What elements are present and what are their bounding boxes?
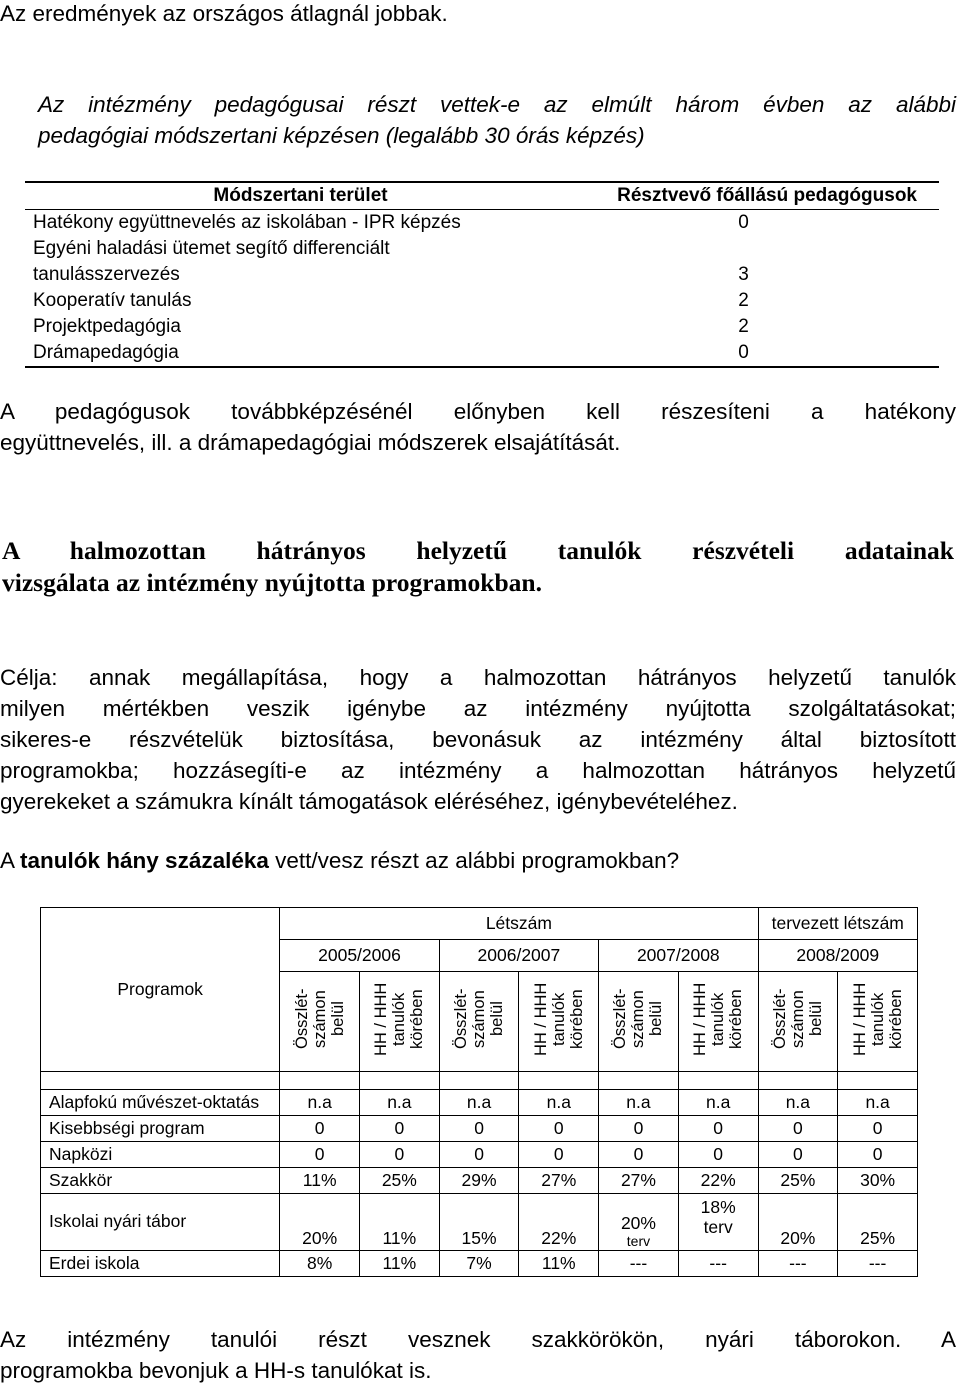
value-cell: 11% — [360, 1194, 440, 1251]
closing-line-2: programokba bevonjuk a HH-s tanulókat is. — [0, 1358, 432, 1383]
value-cell: 0 — [599, 1116, 679, 1142]
value-cell: 0 — [439, 1142, 519, 1168]
closing-paragraph — [0, 1324, 956, 1386]
value-cell: 20% — [758, 1194, 838, 1251]
value-cell: 0 — [758, 1142, 838, 1168]
value-cell: 25% — [360, 1168, 440, 1194]
value-cell: 0 — [280, 1142, 360, 1168]
purpose-line-2: milyen mértékben veszik igénybe az intézmény nyújtotta szolgáltatásokat; — [0, 696, 956, 721]
value-cell: 27% — [599, 1168, 679, 1194]
section-heading-line-2: vizsgálata az intézmény nyújtotta programokban. — [2, 568, 542, 597]
count-cell: 2 — [738, 290, 749, 311]
table-row — [25, 340, 939, 367]
question-prefix: A — [0, 848, 21, 873]
intro-text: Az eredmények az országos átlagnál jobbak. — [0, 1, 448, 26]
program-participation-table — [40, 907, 918, 1277]
purpose-line-4: programokba; hozzásegíti-e az intézmény a halmozottan hátrányos helyzetű — [0, 758, 956, 783]
total-subheader: Összlét- számon belül — [599, 972, 679, 1072]
value-cell: 0 — [758, 1116, 838, 1142]
table-row — [41, 1116, 918, 1142]
year-header: 2007/2008 — [599, 940, 758, 972]
value-cell: 11% — [280, 1168, 360, 1194]
total-subheader: Összlét- számon belül — [758, 972, 838, 1072]
value-cell: 0 — [678, 1142, 758, 1168]
question-emphasis: tanulók hány százaléka — [20, 848, 269, 873]
value-cell: 0 — [838, 1116, 918, 1142]
training-recommendation — [0, 396, 956, 458]
table-row — [25, 288, 939, 314]
value-cell: 30% — [838, 1168, 918, 1194]
headcount-header: Létszám — [280, 908, 758, 940]
count-cell: 3 — [738, 264, 749, 285]
value-cell: 0 — [519, 1116, 599, 1142]
table-row — [41, 1168, 918, 1194]
question-program-participation — [0, 845, 679, 876]
area-cell-line-2: tanulásszervezés — [33, 264, 180, 285]
value-cell: 11% — [360, 1251, 440, 1277]
value-cell: 11% — [519, 1251, 599, 1277]
column-header-area: Módszertani terület — [25, 182, 568, 210]
program-name: Erdei iskola — [41, 1251, 280, 1277]
value-cell: n.a — [280, 1090, 360, 1116]
year-header: 2005/2006 — [280, 940, 439, 972]
area-cell: Hatékony együttnevelés az iskolában - IPR képzés — [33, 212, 461, 233]
value-cell: n.a — [439, 1090, 519, 1116]
hh-subheader: HH / HHH tanulók körében — [360, 972, 440, 1072]
area-cell: Drámapedagógia — [25, 340, 568, 367]
value-cell: 8% — [280, 1251, 360, 1277]
count-cell: 0 — [568, 340, 939, 367]
question-line-1: Az intézmény pedagógusai részt vettek-e az elmúlt három évben az alábbi — [38, 92, 956, 117]
column-header-participants: Résztvevő főállású pedagógusok — [568, 182, 939, 210]
group-header-row — [41, 908, 918, 940]
value-cell: 0 — [360, 1142, 440, 1168]
table-row — [25, 314, 939, 340]
purpose-line-1: Célja: annak megállapítása, hogy a halmozottan hátrányos helyzetű tanulók — [0, 665, 956, 690]
value-cell: --- — [838, 1251, 918, 1277]
value-cell: 7% — [439, 1251, 519, 1277]
value-cell: 25% — [758, 1168, 838, 1194]
purpose-line-5: gyerekeket a számukra kínált támogatások eléréséhez, igénybevételéhez. — [0, 789, 738, 814]
value-cell: 0 — [360, 1116, 440, 1142]
question-line-2: pedagógiai módszertani képzésen (legalább 30 órás képzés) — [38, 123, 645, 148]
hh-subheader: HH / HHH tanulók körében — [838, 972, 918, 1072]
area-cell: Kooperatív tanulás — [33, 290, 192, 311]
value-cell: 22% — [678, 1168, 758, 1194]
value-cell: n.a — [758, 1090, 838, 1116]
value-cell: 0 — [678, 1116, 758, 1142]
program-name: Iskolai nyári tábor — [41, 1194, 280, 1251]
value-cell: 20% — [280, 1194, 360, 1251]
value-cell: 0 — [519, 1142, 599, 1168]
program-name: Szakkör — [41, 1168, 280, 1194]
question-methodology-training — [38, 89, 956, 151]
program-name: Kisebbségi program — [41, 1116, 280, 1142]
value-cell: 0 — [280, 1116, 360, 1142]
value-cell: n.a — [519, 1090, 599, 1116]
value-cell: 25% — [838, 1194, 918, 1251]
section-heading — [2, 535, 954, 599]
planned-value-cell — [599, 1194, 679, 1251]
table-header-row — [25, 182, 939, 210]
value-cell: 22% — [519, 1194, 599, 1251]
value-cell: 0 — [838, 1142, 918, 1168]
value-cell: n.a — [678, 1090, 758, 1116]
hh-subheader: HH / HHH tanulók körében — [519, 972, 599, 1072]
table-row — [41, 1142, 918, 1168]
area-cell — [25, 236, 568, 288]
value-cell: 15% — [439, 1194, 519, 1251]
value-cell: 0 — [599, 1142, 679, 1168]
table-row — [41, 1090, 918, 1116]
year-header: 2008/2009 — [758, 940, 917, 972]
value-cell: --- — [599, 1251, 679, 1277]
year-header: 2006/2007 — [439, 940, 598, 972]
table-row — [41, 1251, 918, 1277]
planned-note: terv — [626, 1233, 651, 1249]
planned-value: 18% — [700, 1197, 736, 1217]
count-cell: 0 — [738, 212, 749, 233]
program-name: Alapfokú művészet-oktatás — [41, 1090, 280, 1116]
program-name: Napközi — [41, 1142, 280, 1168]
spacer-row — [41, 1072, 918, 1090]
planned-headcount-header: tervezett létszám — [758, 908, 917, 940]
methodology-training-table — [25, 181, 939, 368]
area-cell: Projektpedagógia — [33, 316, 181, 337]
count-cell: 2 — [738, 316, 749, 337]
planned-value: 20% — [620, 1213, 656, 1233]
value-cell: n.a — [360, 1090, 440, 1116]
value-cell: 27% — [519, 1168, 599, 1194]
value-cell: 0 — [439, 1116, 519, 1142]
planned-value-cell — [678, 1194, 758, 1251]
value-cell: --- — [758, 1251, 838, 1277]
hh-subheader: HH / HHH tanulók körében — [678, 972, 758, 1072]
closing-line-1: Az intézmény tanulói részt vesznek szakkörökön, nyári táborokon. A — [0, 1327, 956, 1352]
recommendation-line-1: A pedagógusok továbbképzésénél előnyben kell részesíteni a hatékony — [0, 399, 956, 424]
value-cell: --- — [678, 1251, 758, 1277]
area-cell-line-1: Egyéni haladási ütemet segítő differenciált — [33, 238, 390, 259]
value-cell: 29% — [439, 1168, 519, 1194]
table-row — [41, 1194, 918, 1251]
planned-note: terv — [703, 1217, 733, 1237]
value-cell: n.a — [599, 1090, 679, 1116]
total-subheader: Összlét- számon belül — [280, 972, 360, 1072]
section-heading-line-1: A halmozottan hátrányos helyzetű tanulók részvételi adatainak — [2, 536, 954, 565]
value-cell: n.a — [838, 1090, 918, 1116]
question-suffix: vett/vesz részt az alábbi programokban? — [268, 848, 680, 873]
purpose-line-3: sikeres-e részvételük biztosítása, bevonásuk az intézmény által biztosított — [0, 727, 956, 752]
table-row — [25, 236, 939, 288]
table-row — [25, 210, 939, 237]
recommendation-line-2: együttnevelés, ill. a drámapedagógiai módszerek elsajátítását. — [0, 430, 621, 455]
total-subheader: Összlét- számon belül — [439, 972, 519, 1072]
programs-header: Programok — [41, 908, 280, 1072]
purpose-paragraph — [0, 662, 956, 817]
